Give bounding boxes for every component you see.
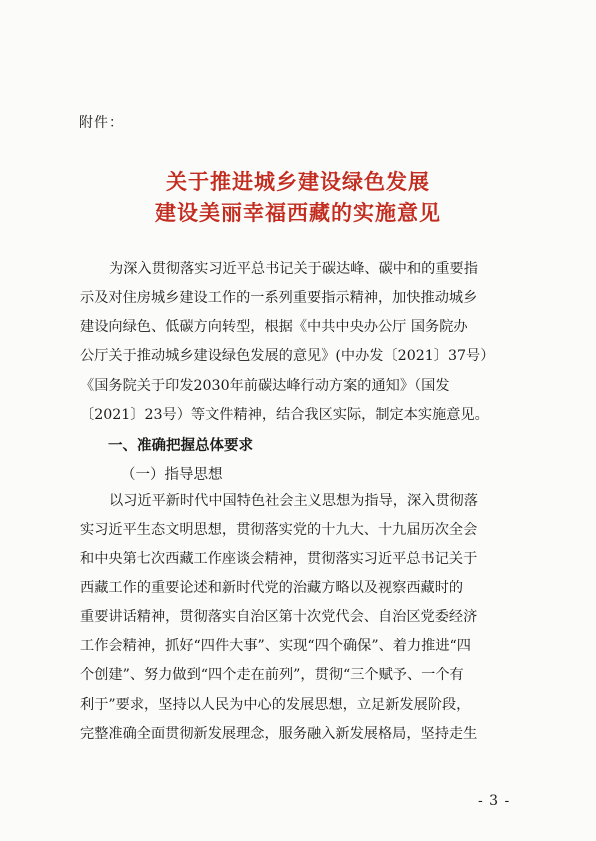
attachment-label: 附件：	[79, 115, 124, 131]
page-number: - 3 -	[478, 793, 511, 809]
intro-paragraph-line: 公厅关于推动城乡建设绿色发展的意见》(中办发〔2021〕37号）	[80, 348, 495, 364]
body-paragraph-line: 和中央第七次西藏工作座谈会精神，贯彻落实习近平总书记关于	[80, 551, 478, 567]
body-paragraph-line: 重要讲话精神，贯彻落实自治区第十次党代会、自治区党委经济	[80, 609, 478, 625]
subsection-heading: （一）指导思想	[121, 467, 223, 483]
body-paragraph-line: 西藏工作的重要论述和新时代党的治藏方略以及视察西藏时的	[80, 580, 464, 596]
body-paragraph-line: 个创建”、努力做到“四个走在前列”，贯彻“三个赋予、一个有	[80, 667, 464, 683]
intro-paragraph-line: 《国务院关于印发2030年前碳达峰行动方案的通知》（国发	[80, 378, 450, 394]
body-paragraph-line: 以习近平新时代中国特色社会主义思想为指导，深入贯彻落	[109, 493, 478, 509]
section-heading: 一、准确把握总体要求	[108, 438, 253, 454]
body-paragraph-line: 利于”要求，坚持以人民为中心的发展思想，立足新发展阶段，	[80, 697, 471, 713]
body-paragraph-line: 实习近平生态文明思想，贯彻落实党的十九大、十九届历次全会	[80, 522, 478, 538]
intro-paragraph-line: 〔2021〕23号）等文件精神，结合我区实际，制定本实施意见。	[80, 407, 489, 423]
body-paragraph-line: 工作会精神，抓好“四件大事”、实现“四个确保”、着力推进“四	[80, 638, 471, 654]
intro-paragraph-line: 建设向绿色、低碳方向转型，根据《中共中央办公厅 国务院办	[80, 319, 468, 335]
document-title-line-2: 建设美丽幸福西藏的实施意见	[155, 200, 441, 225]
intro-paragraph-line: 示及对住房城乡建设工作的一系列重要指示精神，加快推动城乡	[80, 290, 478, 306]
document-title-line-1: 关于推进城乡建设绿色发展	[166, 169, 430, 194]
body-paragraph-line: 完整准确全面贯彻新发展理念，服务融入新发展格局，坚持走生	[80, 726, 478, 742]
intro-paragraph-line: 为深入贯彻落实习近平总书记关于碳达峰、碳中和的重要指	[109, 261, 478, 277]
